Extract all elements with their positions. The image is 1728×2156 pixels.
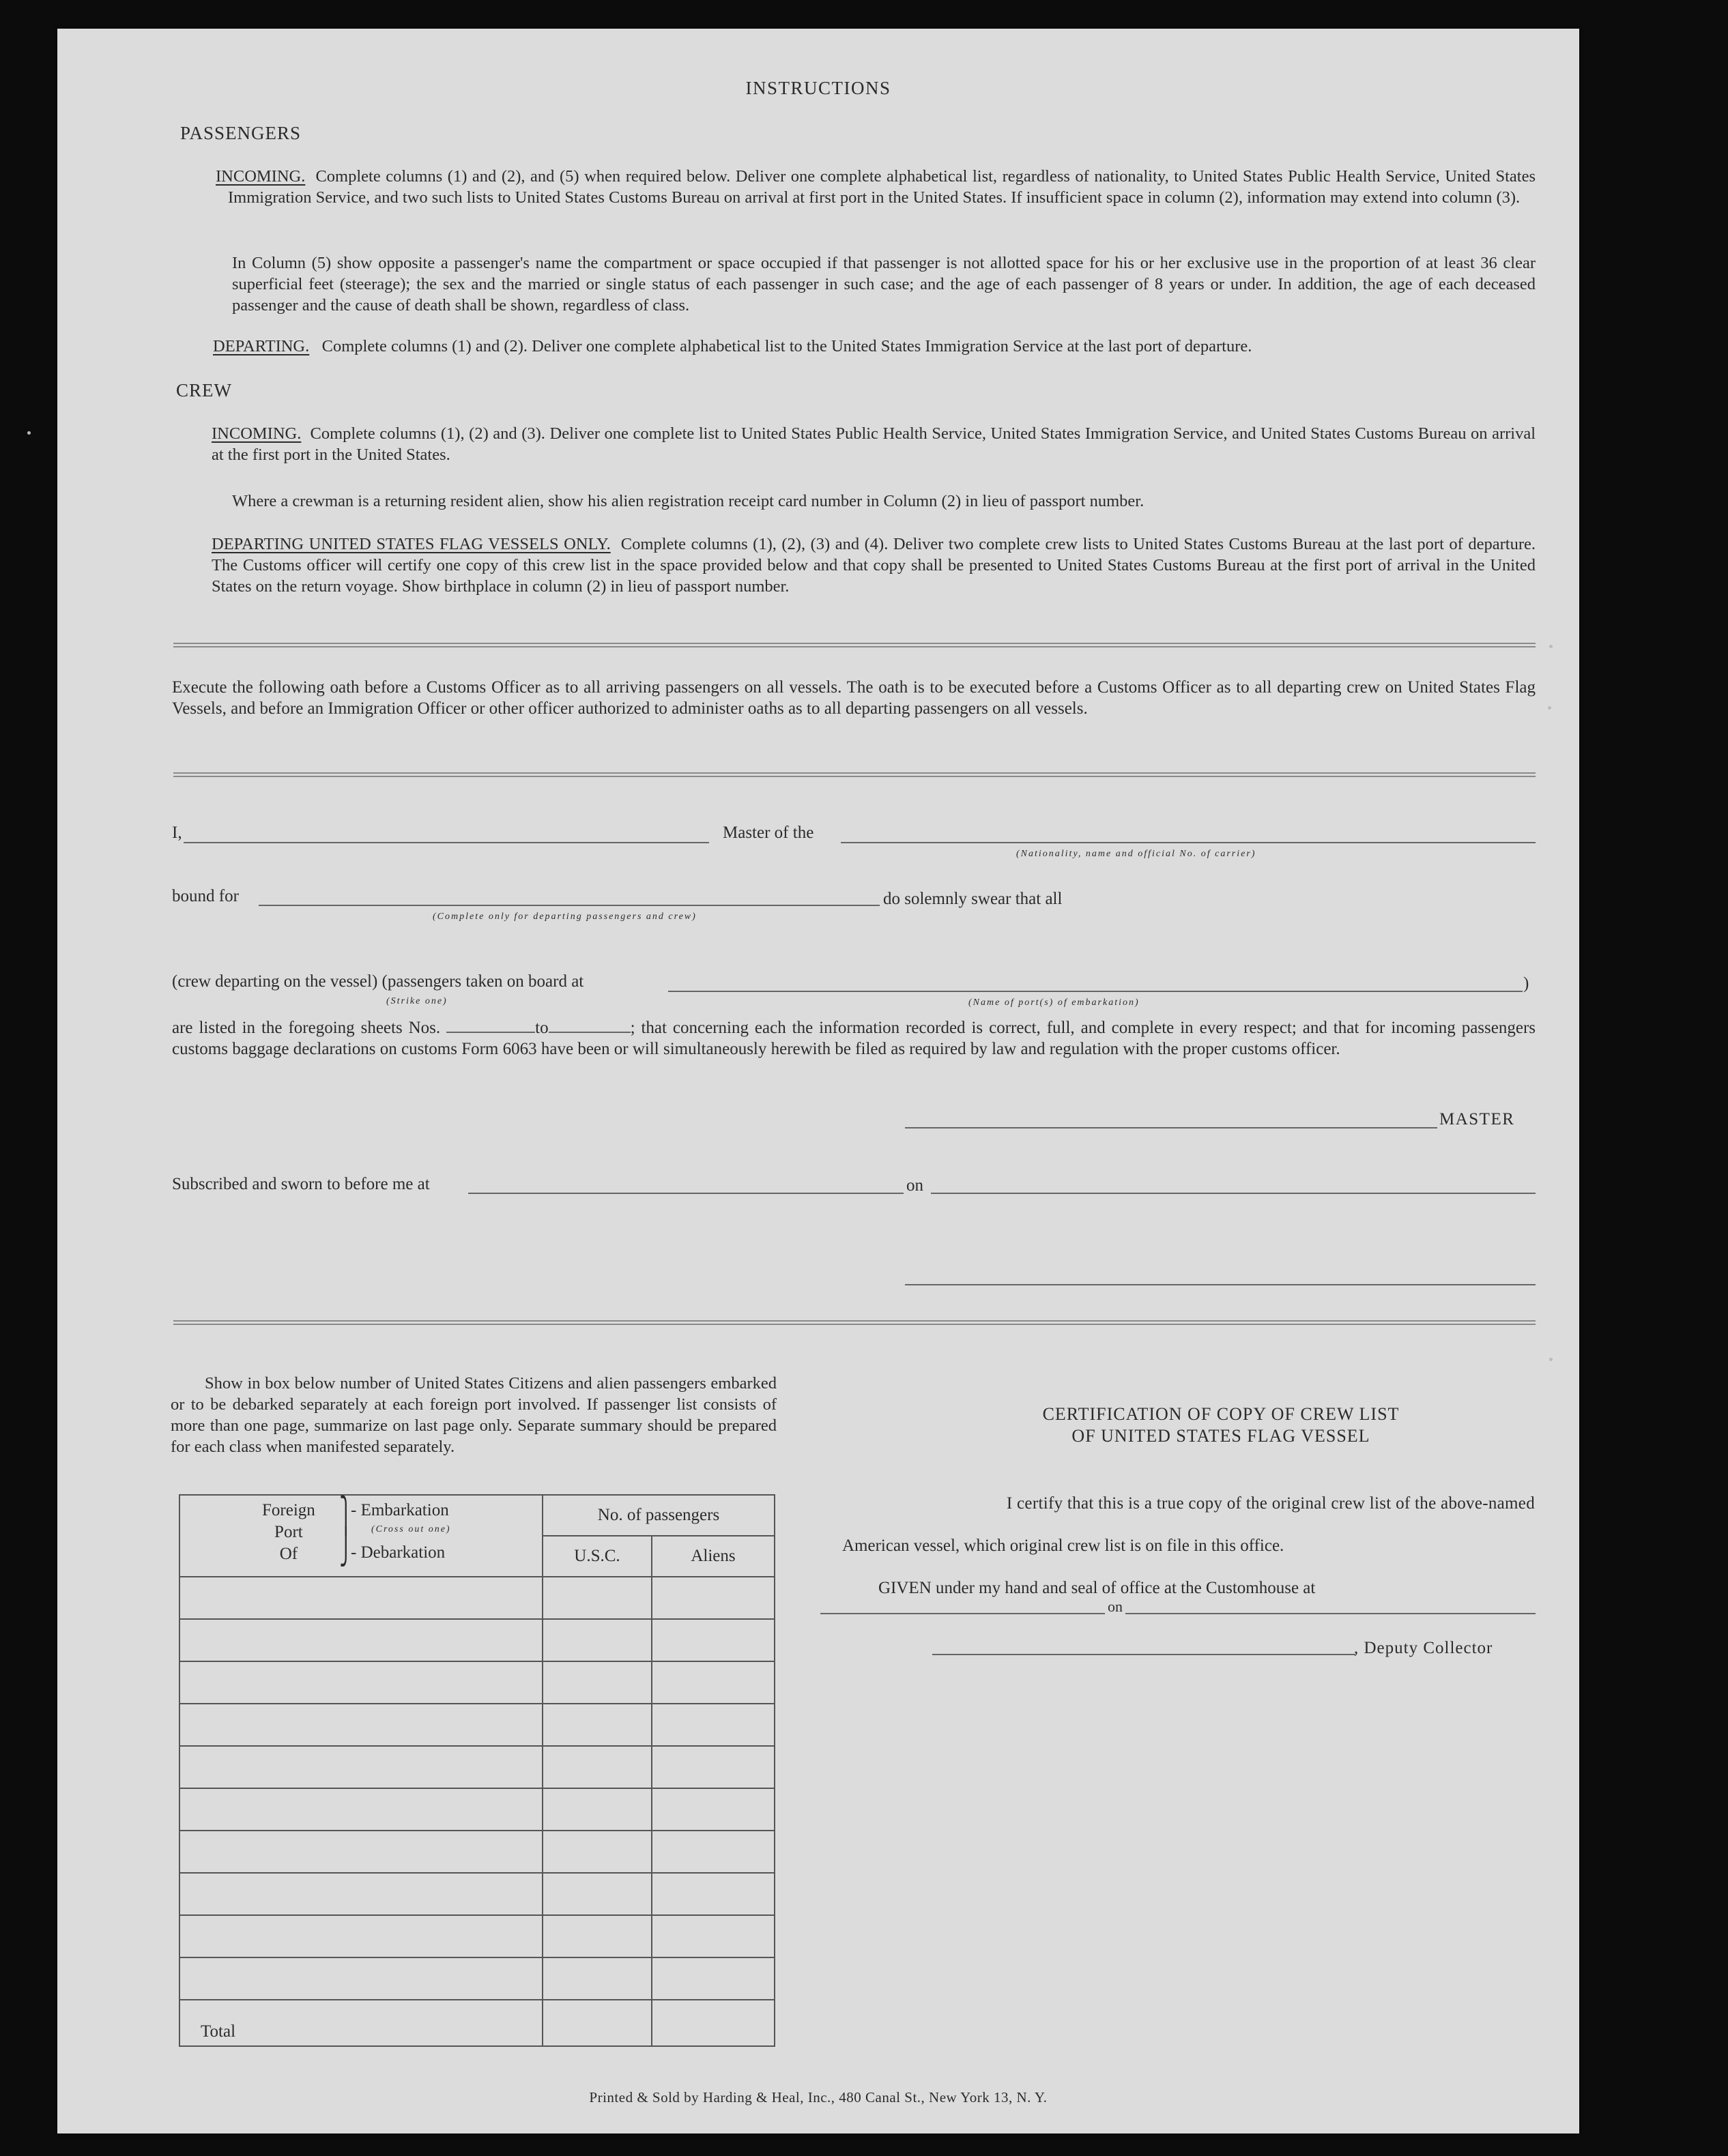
- oath-listed-paragraph: [172, 1017, 1536, 1060]
- crew-heading: CREW: [176, 380, 232, 400]
- certification-title: [887, 1403, 1555, 1447]
- master-label: MASTER: [1439, 1110, 1515, 1128]
- section-divider-1: [173, 643, 1536, 647]
- crew-departing-text: (crew departing on the vessel) (passengers taken on board at: [172, 972, 584, 991]
- summary-row[interactable]: [179, 1915, 775, 1957]
- section-divider-3: [173, 1320, 1536, 1325]
- certification-line3: GIVEN under my hand and seal of office at the Customhouse at: [878, 1579, 1316, 1597]
- scan-speck: [27, 431, 31, 435]
- certification-line2: American vessel, which original crew list is on file in this office.: [842, 1536, 1284, 1555]
- certification-title-line2: OF UNITED STATES FLAG VESSEL: [1071, 1426, 1370, 1446]
- summary-row[interactable]: [179, 1831, 775, 1873]
- crew-incoming-text: Complete columns (1), (2) and (3). Deliver one complete list to United States Public Health Service, United States Immigration Service, and United States Customs Bureau on arrival at the first port in the United States.: [212, 424, 1536, 464]
- usc-header: U.S.C.: [543, 1536, 652, 1577]
- master-of-the-label: Master of the: [723, 824, 814, 842]
- subscribed-on-label: on: [906, 1176, 923, 1195]
- summary-total-row[interactable]: [179, 2000, 775, 2046]
- crew-departing-text: Complete columns (1), (2), (3) and (4). Deliver two complete crew lists to United States Customs Bureau at the last port of departure. The Customs officer will certify one copy of this crew list in the space provided below and that copy shall be presented to United States Customs Bureau at the first port of arrival in the United States on the return voyage. Show birthplace in column (2) in lieu of passport number.: [212, 535, 1536, 596]
- summary-row[interactable]: [179, 1704, 775, 1746]
- no-passengers-header: No. of passengers: [543, 1495, 775, 1536]
- embarkation-ports-field[interactable]: [668, 991, 1523, 992]
- embarkation-label: - Embarkation: [351, 1501, 449, 1519]
- subscribed-label: Subscribed and sworn to before me at: [172, 1175, 430, 1193]
- aliens-header: Aliens: [652, 1536, 775, 1577]
- close-paren: ): [1523, 974, 1529, 993]
- nationality-hint: (Nationality, name and official No. of carrier): [1016, 849, 1256, 859]
- scan-speck: [1548, 706, 1551, 710]
- bound-for-label: bound for: [172, 887, 239, 905]
- port-label: Port: [274, 1523, 303, 1541]
- passengers-heading: PASSENGERS: [180, 123, 302, 143]
- listed-rest: ; that concerning each the information recorded is correct, full, and complete in every respect; and that for incoming passengers customs baggage declarations on customs Form 6063 have been or will simultaneously herewith be filed as required by law and regulation with the proper customs officer.: [172, 1019, 1536, 1058]
- crew-crewman-paragraph: Where a crewman is a returning resident alien, show his alien registration receipt card number in Column (2) in lieu of passport number.: [232, 492, 1144, 510]
- officer-signature-field[interactable]: [905, 1284, 1536, 1285]
- summary-instructions: Show in box below number of United States Citizens and alien passengers embarked or to be debarked separately at each foreign port involved. If passenger list consists of more than one page, summarize on last page only. Separate summary should be prepared for each class when manifested separately.: [171, 1374, 777, 1456]
- subscribed-date-field[interactable]: [931, 1193, 1536, 1194]
- crew-incoming-paragraph: [212, 423, 1536, 465]
- crew-departing-paragraph: [212, 534, 1536, 597]
- scan-speck: [1549, 1358, 1553, 1361]
- passengers-departing-paragraph: [213, 336, 1536, 357]
- carrier-field[interactable]: [841, 842, 1536, 843]
- scan-speck: [1549, 645, 1553, 648]
- deputy-signature-field[interactable]: [932, 1654, 1355, 1655]
- listed-prefix: are listed in the foregoing sheets Nos.: [172, 1019, 441, 1037]
- deputy-collector-label: , Deputy Collector: [1354, 1639, 1493, 1657]
- debarkation-label: - Debarkation: [351, 1543, 446, 1562]
- solemnly-swear-text: do solemnly swear that all: [883, 890, 1063, 908]
- passengers-incoming-text: Complete columns (1) and (2), and (5) when required below. Deliver one complete alphabetical list, regardless of nationality, to United States Public Health Service, United States Immigration Service, and two such lists to United States Customs Bureau on arrival at first port in the United States. If insufficient space in column (2), information may extend into column (3).: [228, 167, 1536, 207]
- complete-only-hint: (Complete only for departing passengers and crew): [433, 912, 697, 922]
- passengers-column5-paragraph: In Column (5) show opposite a passenger's name the compartment or space occupied if that passenger is not allotted space for his or her exclusive use in the proportion of at least 36 clear superficial feet (steerage); the sex and the married or single status of each passenger in such case; and the age of each passenger of 8 years or under. In addition, the age of each deceased passenger and the cause of death shall be shown, regardless of class.: [232, 254, 1536, 315]
- summary-row[interactable]: [179, 1619, 775, 1661]
- summary-row[interactable]: [179, 1661, 775, 1704]
- brace-icon: ⎫ ⎭: [339, 1496, 353, 1566]
- crew-departing-label: DEPARTING UNITED STATES FLAG VESSELS ONLY.: [212, 535, 611, 553]
- cross-out-hint: (Cross out one): [371, 1524, 451, 1534]
- bound-for-field[interactable]: [259, 905, 880, 906]
- certification-on-label: on: [1105, 1598, 1125, 1616]
- oath-intro: Execute the following oath before a Customs Officer as to all arriving passengers on all vessels. The oath is to be executed before a Customs Officer as to all departing crew on United States Flag Vessels, and before an Immigration Officer or other officer authorized to administer oaths as to all departing passengers on all vessels.: [172, 678, 1536, 718]
- of-label: Of: [279, 1545, 298, 1563]
- certification-line1: I certify that this is a true copy of the original crew list of the above-named: [1006, 1494, 1535, 1513]
- passengers-departing-text: Complete columns (1) and (2). Deliver one complete alphabetical list to the United States Immigration Service at the last port of departure.: [321, 337, 1252, 355]
- passenger-summary-table: [179, 1494, 775, 2047]
- crew-incoming-label: INCOMING.: [212, 424, 302, 443]
- subscribed-place-field[interactable]: [468, 1193, 904, 1194]
- ports-hint: (Name of port(s) of embarkation): [968, 997, 1140, 1008]
- sheet-from-field[interactable]: [446, 1032, 535, 1033]
- oath-i-label: I,: [172, 824, 182, 842]
- summary-row[interactable]: [179, 1577, 775, 1619]
- port-header-cell: [179, 1495, 543, 1577]
- master-signature-field[interactable]: [905, 1127, 1437, 1128]
- footer-printer: Printed & Sold by Harding & Heal, Inc., 480 Canal St., New York 13, N. Y.: [589, 2089, 1048, 2106]
- summary-row[interactable]: [179, 1957, 775, 2000]
- customhouse-field[interactable]: [820, 1613, 1536, 1614]
- passengers-incoming-label: INCOMING.: [216, 167, 306, 186]
- master-name-field[interactable]: [184, 842, 709, 843]
- foreign-label: Foreign: [262, 1501, 315, 1519]
- sheet-to-field[interactable]: [549, 1032, 631, 1033]
- form-page: [57, 29, 1579, 2133]
- page-title: INSTRUCTIONS: [745, 78, 891, 98]
- total-label: Total: [179, 2000, 543, 2046]
- summary-row[interactable]: [179, 1746, 775, 1788]
- summary-row[interactable]: [179, 1873, 775, 1915]
- strike-one-hint: (Strike one): [386, 996, 448, 1006]
- certification-title-line1: CERTIFICATION OF COPY OF CREW LIST: [1042, 1404, 1400, 1424]
- summary-row[interactable]: [179, 1788, 775, 1831]
- passengers-departing-label: DEPARTING.: [213, 337, 310, 355]
- to-word: to: [535, 1019, 549, 1037]
- passengers-incoming-paragraph: [216, 166, 1536, 208]
- section-divider-2: [173, 772, 1536, 777]
